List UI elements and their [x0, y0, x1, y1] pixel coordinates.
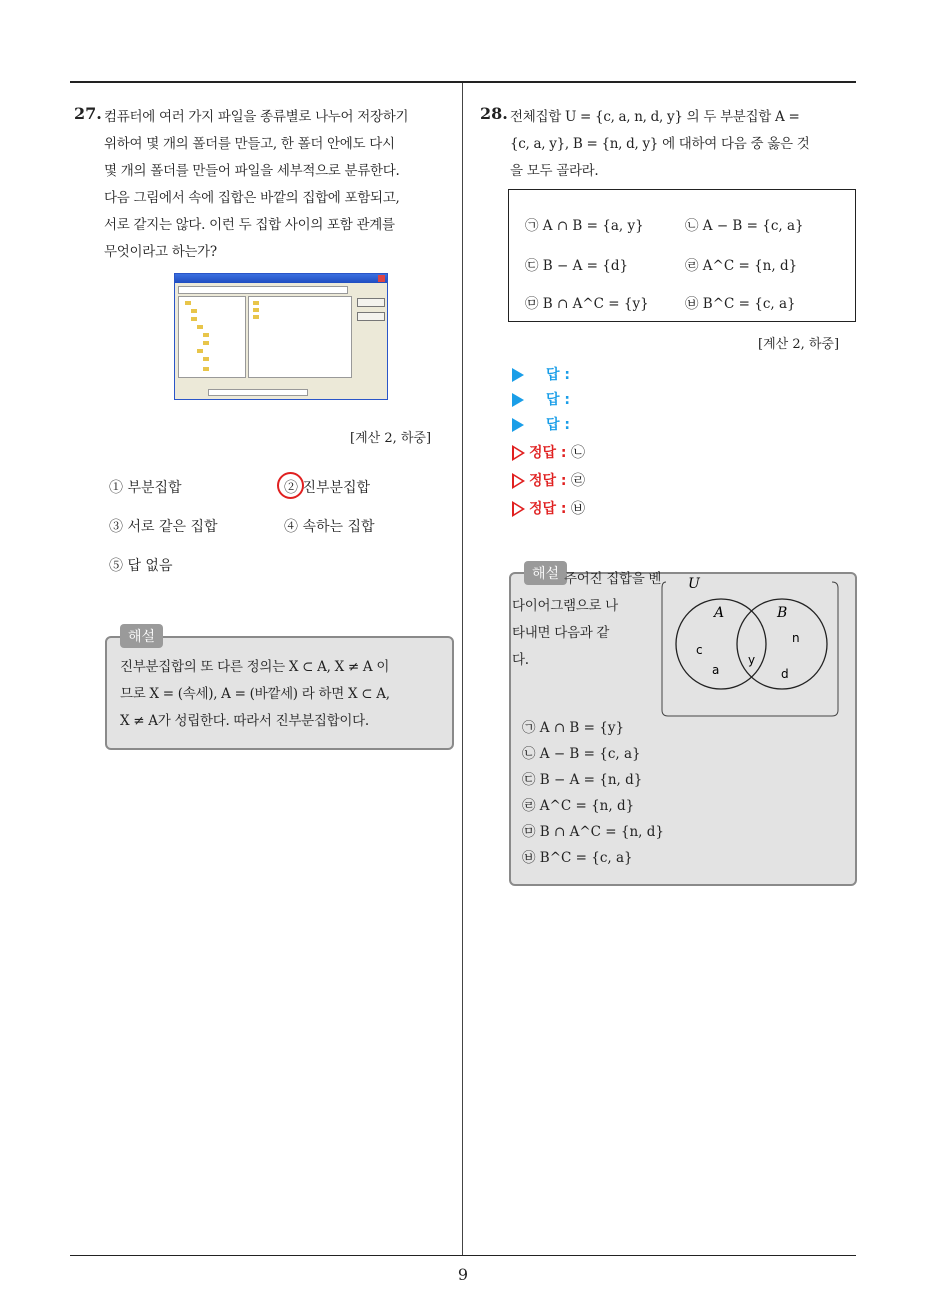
question-line: 서로 같지는 않다. 이런 두 집합 사이의 포함 관계를	[104, 217, 395, 233]
final-answer: 정답 : ㉥	[512, 498, 585, 518]
choice-5: ㉤ B ∩ A^C = {y}	[525, 296, 649, 312]
page-number: 9	[457, 1265, 469, 1284]
explanation-line: 진부분집합의 또 다른 정의는 X ⊂ A, X ≠ A 이	[120, 659, 390, 675]
element-y: y	[748, 653, 756, 667]
question-line: 다음 그림에서 속에 집합은 바깥의 집합에 포함되고,	[104, 190, 400, 206]
choice-3: ㉢ B − A = {d}	[525, 258, 629, 274]
bottom-rule	[70, 1255, 856, 1256]
option-3: ③ 서로 같은 집합	[109, 519, 218, 535]
explanation-line: 므로 X = (속세), A = (바깥세) 라 하면 X ⊂ A,	[120, 686, 390, 702]
reply-line: 답 :	[512, 389, 570, 409]
choice-4: ㉣ A^C = {n, d}	[685, 258, 798, 274]
question-number: 28.	[480, 104, 508, 123]
explanation-line: 다.	[512, 652, 529, 668]
venn-diagram	[660, 572, 840, 718]
question-line: 몇 개의 폴더를 만들어 파일을 세부적으로 분류한다.	[104, 163, 400, 179]
play-icon	[512, 393, 524, 407]
option-2: ② 진부분집합	[284, 480, 371, 496]
outline-triangle-icon	[512, 473, 525, 489]
solution-step: ㉣ A^C = {n, d}	[522, 798, 635, 814]
element-n: n	[792, 631, 800, 645]
explanation-tag: 해설	[120, 624, 163, 648]
final-answer: 정답 : ㉡	[512, 442, 585, 462]
window-titlebar	[175, 274, 387, 283]
element-c: c	[696, 643, 703, 657]
question-line: 위하여 몇 개의 폴더를 만들고, 한 폴더 안에도 다시	[104, 136, 395, 152]
solution-step: ㉥ B^C = {c, a}	[522, 850, 633, 866]
question-text	[510, 104, 860, 185]
solution-step: ㉡ A − B = {c, a}	[522, 746, 641, 762]
address-bar	[178, 286, 348, 294]
question-27	[74, 104, 458, 266]
folder-explorer-image	[174, 273, 388, 400]
explanation-line: 다이어그램으로 나	[512, 598, 618, 614]
dialog-bottom	[178, 382, 383, 398]
top-rule	[70, 81, 856, 83]
universe-frame	[662, 582, 838, 716]
name-field-image	[208, 389, 308, 396]
question-line: 무엇이라고 하는가?	[104, 244, 217, 260]
choice-6: ㉥ B^C = {c, a}	[685, 296, 796, 312]
question-text	[104, 104, 458, 266]
question-line: 전체집합 U = {c, a, n, d, y} 의 두 부분집합 A =	[510, 109, 800, 125]
cancel-button-image	[357, 312, 385, 321]
close-icon	[378, 275, 385, 282]
column-divider	[462, 83, 463, 1255]
reply-line: 답 :	[512, 364, 570, 384]
universe-label: U	[688, 576, 700, 592]
choices-box	[508, 189, 856, 322]
set-b-label: B	[777, 605, 788, 621]
explanation-line: 타내면 다음과 같	[512, 625, 610, 641]
element-a: a	[712, 663, 720, 677]
explanation-tag: 해설	[524, 561, 567, 585]
explanation-line: 주어진 집합을 벤	[564, 571, 662, 587]
solution-step: ㉢ B − A = {n, d}	[522, 772, 643, 788]
ok-button-image	[357, 298, 385, 307]
explanation-text	[512, 566, 661, 674]
explanation-line: X ≠ A가 성립한다. 따라서 진부분집합이다.	[120, 713, 369, 729]
question-number: 27.	[74, 104, 102, 123]
play-icon	[512, 368, 524, 382]
source-tag: [계산 2, 하중]	[758, 337, 840, 352]
element-d: d	[781, 667, 789, 681]
final-answer: 정답 : ㉣	[512, 470, 585, 490]
option-4: ④ 속하는 집합	[284, 519, 375, 535]
reply-line: 답 :	[512, 414, 570, 434]
file-list	[248, 296, 352, 378]
question-28	[480, 104, 860, 185]
question-line: 컴퓨터에 여러 가지 파일을 종류별로 나누어 저장하기	[104, 109, 409, 125]
source-tag: [계산 2, 하중]	[350, 431, 432, 446]
play-icon	[512, 418, 524, 432]
option-1: ① 부분집합	[109, 480, 182, 496]
solution-step: ㉠ A ∩ B = {y}	[522, 720, 625, 736]
folder-tree	[178, 296, 246, 378]
question-line: 을 모두 골라라.	[510, 163, 599, 179]
explanation-text	[120, 654, 390, 735]
choice-1: ㉠ A ∩ B = {a, y}	[525, 218, 644, 234]
outline-triangle-icon	[512, 445, 525, 461]
question-line: {c, a, y}, B = {n, d, y} 에 대하여 다음 중 옳은 것	[510, 136, 810, 152]
choice-2: ㉡ A − B = {c, a}	[685, 218, 804, 234]
set-a-label: A	[714, 605, 725, 621]
option-5: ⑤ 답 없음	[109, 558, 173, 574]
outline-triangle-icon	[512, 501, 525, 517]
solution-step: ㉤ B ∩ A^C = {n, d}	[522, 824, 664, 840]
